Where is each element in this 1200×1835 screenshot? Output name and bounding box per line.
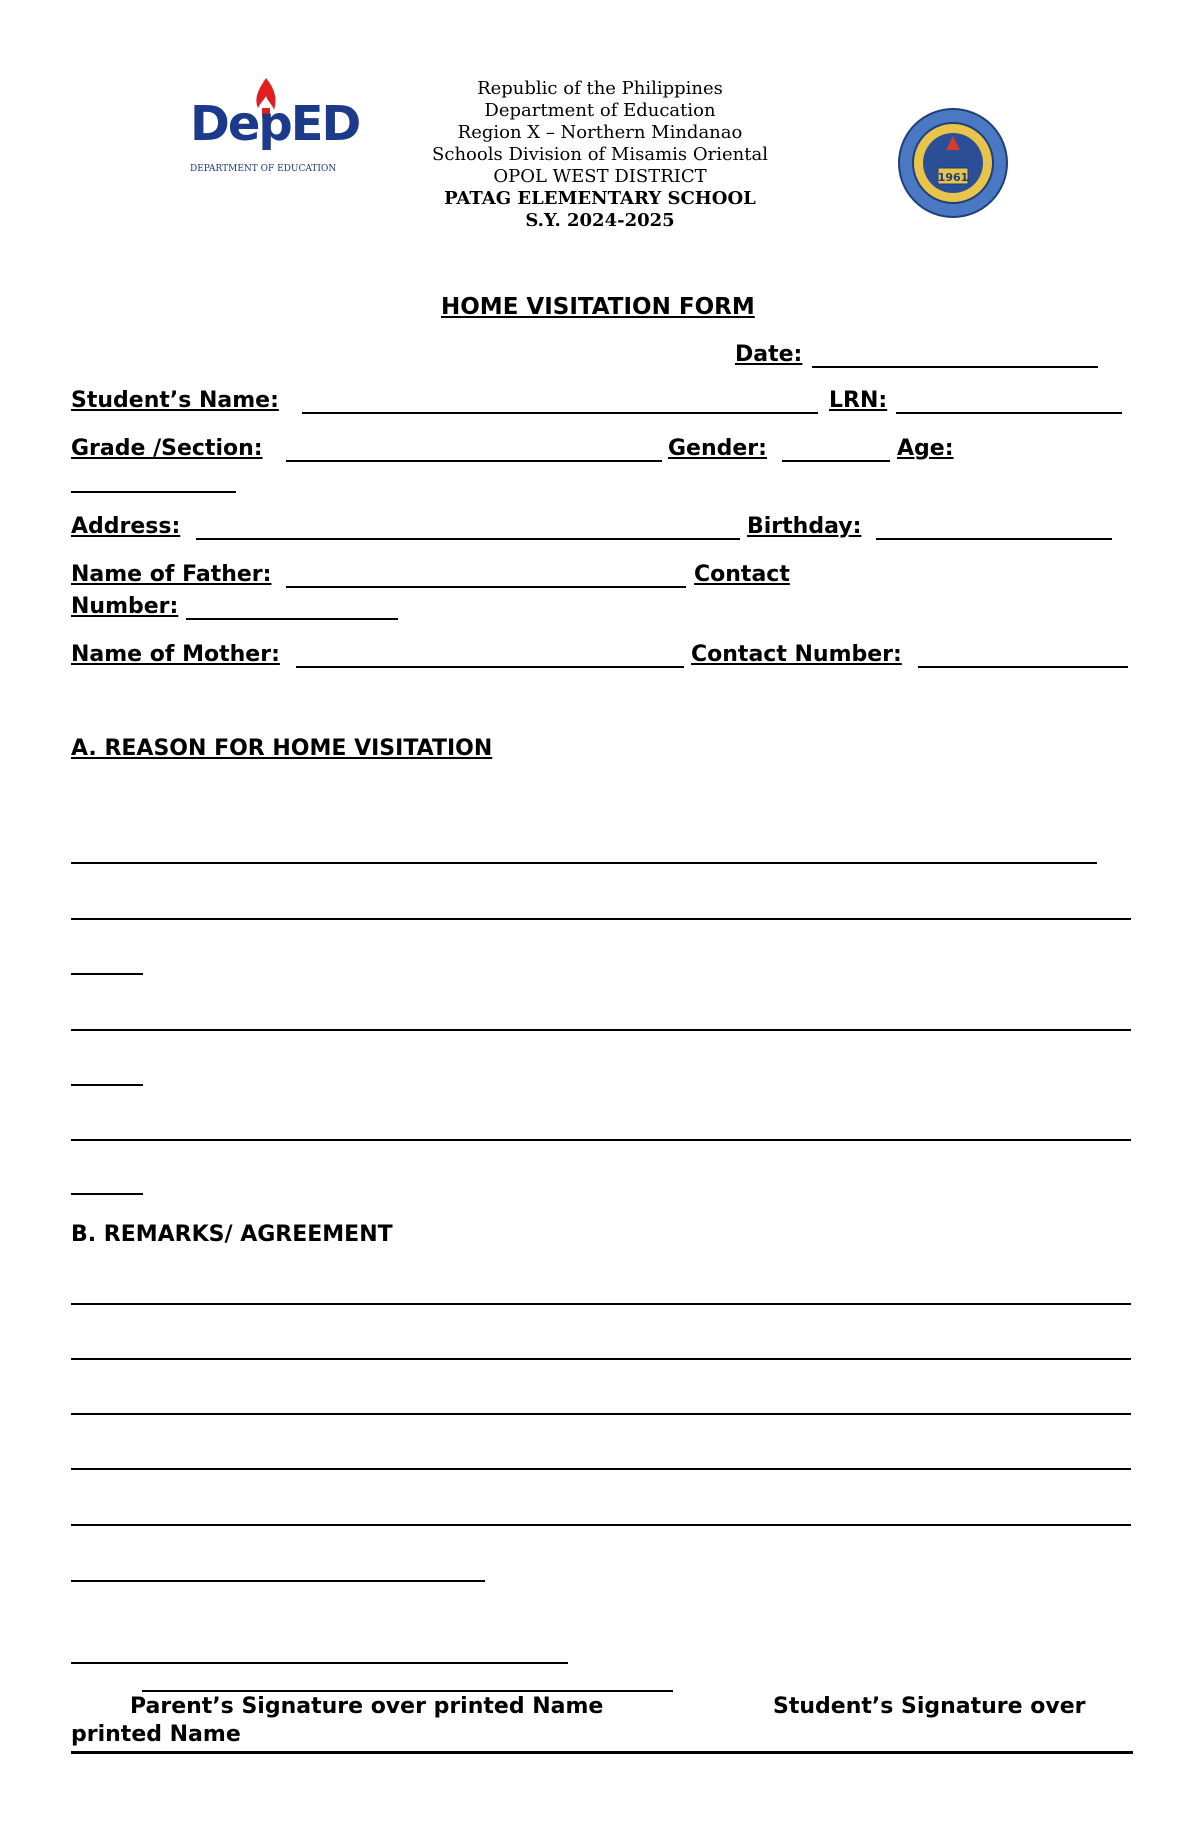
gender-label: Gender: — [668, 436, 767, 461]
form-title: HOME VISITATION FORM — [441, 294, 755, 320]
student-name-label: Student’s Name: — [71, 388, 279, 413]
birthday-field[interactable] — [876, 538, 1112, 540]
lrn-label: LRN: — [829, 388, 888, 413]
letterhead-line-2: Department of Education — [484, 100, 716, 121]
father-name-field[interactable] — [286, 586, 686, 588]
letterhead-line-3: Region X – Northern Mindanao — [457, 122, 743, 143]
address-field[interactable] — [196, 538, 740, 540]
section-b-title: B. REMARKS/ AGREEMENT — [71, 1222, 393, 1247]
letterhead-line-5: OPOL WEST DISTRICT — [493, 166, 707, 187]
student-name-field[interactable] — [302, 412, 818, 414]
student-signature-caption-cont: printed Name — [71, 1722, 241, 1747]
date-label: Date: — [735, 342, 803, 367]
gender-field[interactable] — [782, 460, 890, 462]
address-label: Address: — [71, 514, 181, 539]
bottom-rule — [71, 1751, 1133, 1754]
age-label: Age: — [897, 436, 954, 461]
deped-logo-text: DepED — [190, 96, 360, 152]
father-contact-label-cont: Number: — [71, 594, 179, 619]
birthday-label: Birthday: — [747, 514, 862, 539]
deped-logo-subtext: DEPARTMENT OF EDUCATION — [190, 164, 337, 174]
remarks-line-5[interactable] — [71, 1524, 1131, 1526]
school-name: PATAG ELEMENTARY SCHOOL — [444, 188, 756, 209]
reason-line-5[interactable] — [71, 1084, 143, 1086]
mother-name-field[interactable] — [296, 666, 684, 668]
remarks-line-1[interactable] — [71, 1303, 1131, 1305]
mother-name-label: Name of Mother: — [71, 642, 280, 667]
mother-contact-label: Contact Number: — [691, 642, 902, 667]
student-signature-line[interactable] — [142, 1690, 673, 1692]
section-a-title: A. REASON FOR HOME VISITATION — [71, 736, 493, 761]
father-contact-field[interactable] — [186, 618, 398, 620]
father-name-label: Name of Father: — [71, 562, 272, 587]
parent-signature-caption: Parent’s Signature over printed Name — [130, 1694, 604, 1719]
remarks-line-4[interactable] — [71, 1468, 1131, 1470]
reason-line-3[interactable] — [71, 973, 143, 975]
reason-line-7[interactable] — [71, 1193, 143, 1195]
remarks-line-3[interactable] — [71, 1413, 1131, 1415]
mother-contact-field[interactable] — [918, 666, 1128, 668]
letterhead — [400, 78, 800, 232]
seal-year-text: 1961 — [937, 171, 969, 184]
deped-logo — [188, 74, 360, 184]
school-year: S.Y. 2024-2025 — [525, 210, 675, 231]
date-field[interactable] — [812, 366, 1098, 368]
lrn-field[interactable] — [896, 412, 1122, 414]
letterhead-line-1: Republic of the Philippines — [477, 78, 723, 99]
remarks-line-2[interactable] — [71, 1358, 1131, 1360]
student-signature-caption: Student’s Signature over — [773, 1694, 1086, 1719]
letterhead-line-4: Schools Division of Misamis Oriental — [432, 144, 768, 165]
reason-line-4[interactable] — [71, 1029, 1131, 1031]
grade-section-field[interactable] — [286, 460, 662, 462]
age-field[interactable] — [71, 491, 236, 493]
reason-line-2[interactable] — [71, 918, 1131, 920]
grade-section-label: Grade /Section: — [71, 436, 263, 461]
reason-line-6[interactable] — [71, 1139, 1131, 1141]
parent-signature-line[interactable] — [71, 1662, 568, 1664]
remarks-line-6[interactable] — [71, 1580, 485, 1582]
reason-line-1[interactable] — [71, 862, 1097, 864]
father-contact-label: Contact — [694, 562, 790, 587]
patag-school-seal-icon — [896, 106, 1010, 220]
school-seal — [896, 106, 1010, 220]
